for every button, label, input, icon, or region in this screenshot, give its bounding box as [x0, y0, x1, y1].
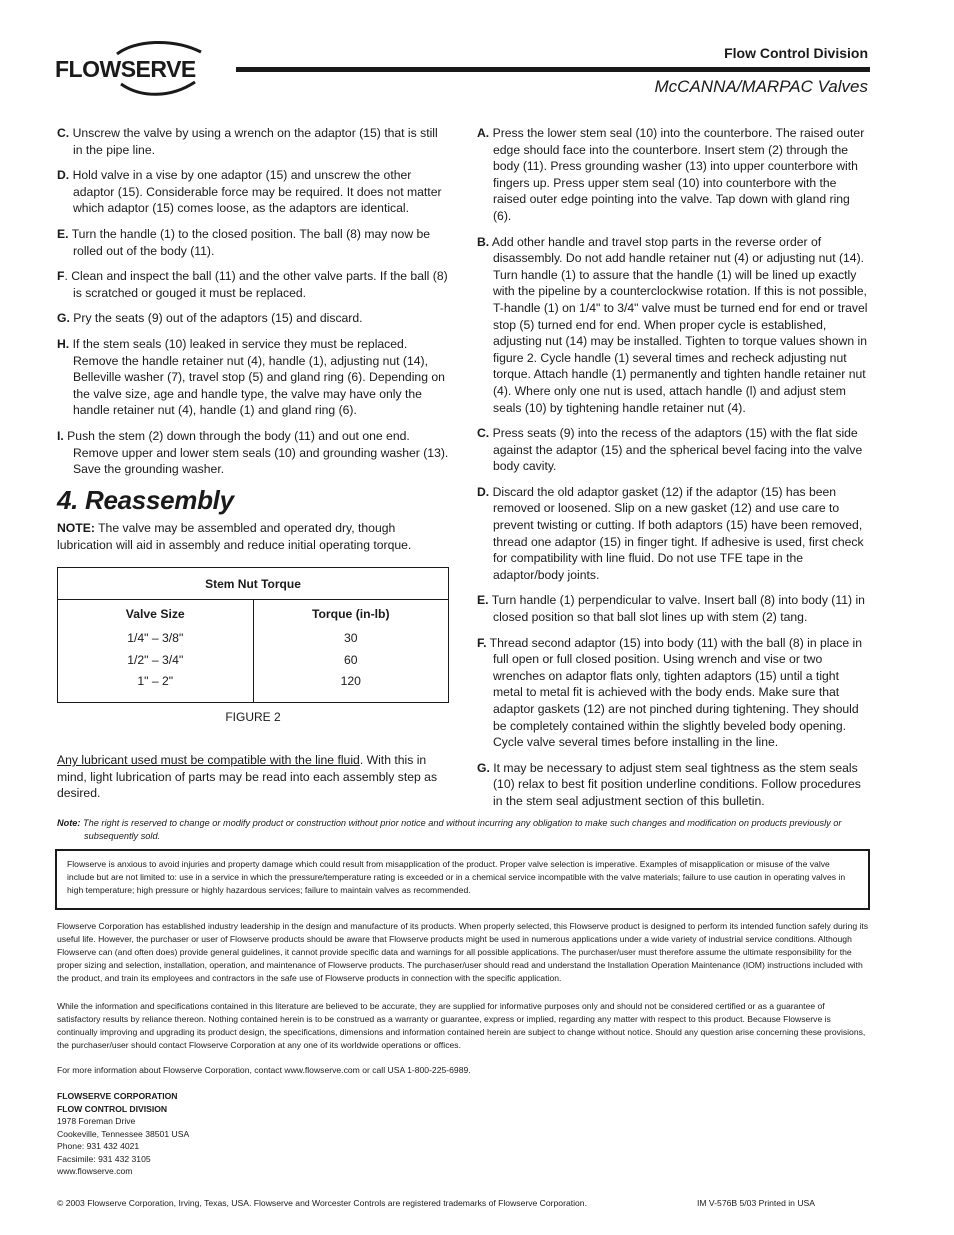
step-right-b: B. Add other handle and travel stop parts in the reverse order of disassembly. Do not add handle retainer nut (4) or adjusting nut (14). Turn handle (1) to assure that the handle (1) will be lined up exactly with the pipeline by a counterclockwise rotation. If this is not possible, T-handle (1) on 1/4" to 3/4" valve must be turned end for end or travel stop (5) turned end for end. When proper cycle is established, adjusting nut (14) may be installed. Tighten to torque values shown in figure 2. Cycle handle (1) several times and recheck adjusting nut torque. Attach handle (1) permanently and tighten handle retainer nut (4). Where only one nut is used, attach handle (l) and adjust stem seals (10) by tightening handle retainer nut (4). — [477, 234, 868, 415]
step-right-c: C. Press seats (9) into the recess of the adaptors (15) with the flat side against the adaptor (15) and the spherical bevel facing into the valve body cavity. — [477, 426, 863, 474]
address-phone: Phone: 931 432 4021 — [57, 1141, 140, 1151]
valve-size-column — [58, 600, 253, 702]
step-left-d: D. Hold valve in a vise by one adaptor (15) and unscrew the other adaptor (15). Considerable force may be required. It does not matter which adaptor (15) comes loose, as the adaptors are identical. — [57, 168, 442, 216]
note-paragraph: NOTE: The valve may be assembled and operated dry, though lubrication will aid in assembly and reduce initial operating torque. — [57, 521, 412, 552]
right-column — [477, 125, 870, 819]
valve-size-header: Valve Size — [125, 607, 185, 622]
company-address — [57, 1090, 189, 1178]
header-rule — [236, 67, 870, 72]
step-right-e: E. Turn handle (1) perpendicular to valve. Insert ball (8) into body (11) in closed position so that ball slot lines up with stem (2) tang. — [477, 593, 865, 625]
address-fax: Facsimile: 931 432 3105 — [57, 1153, 151, 1164]
table-cell: 1/2" – 3/4" — [127, 652, 184, 667]
address-street: 1978 Foreman Drive — [57, 1116, 136, 1126]
figure-caption: FIGURE 2 — [225, 710, 281, 725]
address-website: www.flowserve.com — [57, 1166, 133, 1176]
logo-text: FLOWSERVE — [55, 56, 196, 82]
flowserve-logo — [55, 40, 215, 98]
product-title: McCANNA/MARPAC Valves — [654, 77, 868, 96]
torque-header: Torque (in-lb) — [311, 607, 390, 622]
step-left-c: C. Unscrew the valve by using a wrench on the adaptor (15) that is still in the pipe line. — [57, 126, 438, 157]
section-title: 4. Reassembly — [57, 484, 234, 515]
table-cell: 120 — [340, 674, 361, 689]
contact-paragraph: For more information about Flowserve Corporation, contact www.flowserve.com or call USA 1-800-225-6989. — [57, 1065, 471, 1075]
step-right-f: F. Thread second adaptor (15) into body (11) with the ball (8) in place in full open or full closed position. Using wrench and vise or two wrenches on adaptor flats only, tighten adaptors (15) until a tight metal to metal fit is achieved with the body ends. Make sure that adaptor gaskets (12) are not pinched during tightening. They should be completely contained within the slightly beveled body opening. Cycle valve several times before installing in the line. — [477, 635, 863, 750]
step-left-h: H. If the stem seals (10) leaked in service they must be replaced. Remove the handle retainer nut (4), handle (1), adjusting nut (14), Belleville washer (7), travel stop (5) and gland ring (6). Depending on the valve size, age and handle type, the valve may have only the handle retainer nut (4), handle (1) and gland ring (6). — [57, 336, 445, 418]
torque-column — [253, 600, 449, 702]
legal-paragraph-1: Flowserve Corporation has established industry leadership in the design and manufacture of its products. When properly selected, this Flowserve product is designed to perform its intended function safely during its useful life. However, the purchaser or user of Flowserve products should be aware that Flowserve products might be used in numerous applications under a wide variety of industrial service conditions. Although Flowserve can (and often does) provide general guidelines, it cannot provide specific data and warnings for all possible applications. The purchaser/user must therefore assume the ultimate responsibility for the proper sizing and selection, installation, operation, and maintenance of Flowserve products. The purchaser/user should read and understand the Installation Operation Maintenance (IOM) instructions included with the product, and train its employees and contractors in the safe use of Flowserve products in connection with the specific application. — [57, 921, 869, 983]
address-company: FLOWSERVE CORPORATION — [57, 1091, 178, 1101]
footnote: Note: The right is reserved to change or modify product or construction without prior notice and without incurring any obligation to make such changes and modification on products previously or subsequently sold. — [57, 818, 842, 841]
torque-table — [57, 567, 449, 703]
step-left-i: I. Push the stem (2) down through the body (11) and out one end. Remove upper and lower stem seals (10) and grounding washer (13). Save the grounding washer. — [57, 428, 449, 477]
lubricant-paragraph: Any lubricant used must be compatible with the line fluid. With this in mind, light lubrication of parts may be read into each assembly step as desired. — [57, 753, 438, 801]
table-cell: 30 — [343, 631, 358, 646]
step-right-g: G. It may be necessary to adjust stem seal tightness as the stem seals (10) relax to best fit position underline conditions. Follow procedures in the stem seal adjustment section of this bulletin. — [477, 760, 861, 808]
table-cell: 1" – 2" — [137, 674, 174, 689]
step-left-e: E. Turn the handle (1) to the closed position. The ball (8) may now be rolled out of the body (11). — [57, 226, 431, 258]
warning-box: Flowserve is anxious to avoid injuries and property damage which could result from misapplication of the product. Proper valve selection is imperative. Examples of misapplication or misuse of the valve include but are not limited to: use in a service in which the pressure/temperature rating is exceeded or in a chemical service incompatible with the valve materials; failure to use caution in operating valves in high temperature; high pressure or highly hazardous services; failure to maintain valves as recommended. — [55, 849, 870, 910]
legal-paragraph-2: While the information and specifications contained in this literature are believed to be accurate, they are supplied for informative purposes only and should not be considered certified or as a guarantee of satisfactory results by reliance thereon. Nothing contained herein is to be construed as a warranty or guarantee, express or implied, regarding any matter with respect to this product. Because Flowserve is continually improving and upgrading its product design, the specifications, dimensions and information contained herein are subject to change without notice. Should any question arise concerning these provisions, the purchaser/user should contact Flowserve Corporation at any one of its worldwide operations or offices. — [57, 1001, 866, 1050]
left-column — [57, 125, 449, 802]
step-right-a: A. Press the lower stem seal (10) into the counterbore. The raised outer edge should face into the counterbore. Insert stem (2) through the body (11). Press grounding washer (13) into upper counterbore with fingers up. Press upper stem seal (10) into counterbore with the raised outer edge pointing into the valve. Tap down with gland ring (6). — [477, 126, 865, 223]
step-right-d: D. Discard the old adaptor gasket (12) if the adaptor (15) has been removed or loosened. Slip on a new gasket (12) and use care to prevent twisting or cutting. If both adaptors (15) have been removed, thread one adaptor (15) in finger tight. If adhesive is used, first check for compatibility with line fluid. Do not use TFE tape in the adaptor/body joints. — [477, 484, 864, 582]
step-left-f: F. Clean and inspect the ball (11) and the other valve parts. If the ball (8) is scratched or gouged it must be replaced. — [57, 269, 448, 300]
torque-table-title: Stem Nut Torque — [58, 568, 448, 600]
copyright: © 2003 Flowserve Corporation, Irving, Texas, USA. Flowserve and Worcester Controls are registered trademarks of Flowserve Corporation. — [57, 1198, 587, 1208]
document-id: IM V-576B 5/03 Printed in USA — [697, 1198, 815, 1208]
address-division: FLOW CONTROL DIVISION — [57, 1103, 168, 1114]
page-header — [0, 0, 954, 110]
table-cell: 1/4" – 3/8" — [127, 631, 184, 646]
step-left-g: G. Pry the seats (9) out of the adaptors (15) and discard. — [57, 311, 363, 326]
address-city: Cookeville, Tennessee 38501 USA — [57, 1128, 190, 1139]
division-title: Flow Control Division — [724, 45, 868, 61]
table-cell: 60 — [343, 652, 358, 667]
